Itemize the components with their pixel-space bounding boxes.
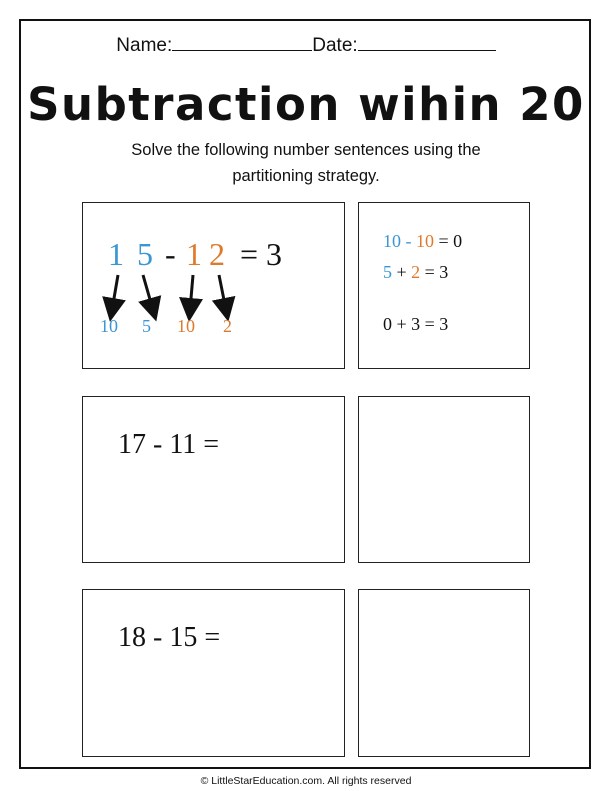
solution-line-1 [383, 231, 462, 252]
problem-box-1 [82, 396, 345, 563]
solution-line-1-rest: = 0 [438, 231, 463, 251]
date-label: Date: [312, 35, 358, 56]
problem-box-2 [82, 589, 345, 757]
worksheet-title: Subtraction wihin 20 [27, 78, 585, 131]
solution-line-2-rest: = 3 [424, 262, 449, 282]
example-digit-ones-a: 5 [137, 236, 153, 272]
answer-box-1[interactable] [358, 396, 530, 563]
solution-line-3: 0 + 3 = 3 [383, 314, 449, 334]
example-result: = 3 [240, 236, 283, 272]
example-digit-tens-a: 1 [108, 236, 124, 272]
part-ones-a: 5 [142, 316, 151, 336]
part-tens-a: 10 [100, 316, 118, 336]
arrow-1 [112, 275, 118, 310]
example-digit-ones-b: 2 [209, 236, 225, 272]
solution-line-1-b: 10 [416, 231, 434, 251]
part-tens-b: 10 [177, 316, 195, 336]
solution-line-2 [383, 262, 448, 283]
solution-line-2-b: 2 [411, 262, 421, 282]
part-ones-b: 2 [223, 316, 232, 336]
instructions-line-2: partitioning strategy. [232, 167, 380, 185]
problem-2-expression: 18 - 15 = [118, 622, 221, 653]
arrow-2 [143, 275, 153, 310]
solution-line-2-op: + [396, 262, 407, 282]
copyright-footer: © LittleStarEducation.com. All rights reserved [200, 775, 412, 787]
solution-line-1-op: - [405, 231, 412, 251]
example-digit-tens-b: 1 [186, 236, 202, 272]
example-minus: - [165, 236, 176, 272]
solution-box [358, 202, 530, 369]
arrow-4 [219, 275, 226, 310]
answer-box-2[interactable] [358, 589, 530, 757]
solution-line-2-a: 5 [383, 262, 392, 282]
arrow-3 [190, 275, 193, 310]
instructions-line-1: Solve the following number sentences using the [131, 141, 481, 159]
solution-line-1-a: 10 [383, 231, 401, 251]
name-label: Name: [116, 35, 173, 56]
problem-1-expression: 17 - 11 = [118, 429, 220, 460]
